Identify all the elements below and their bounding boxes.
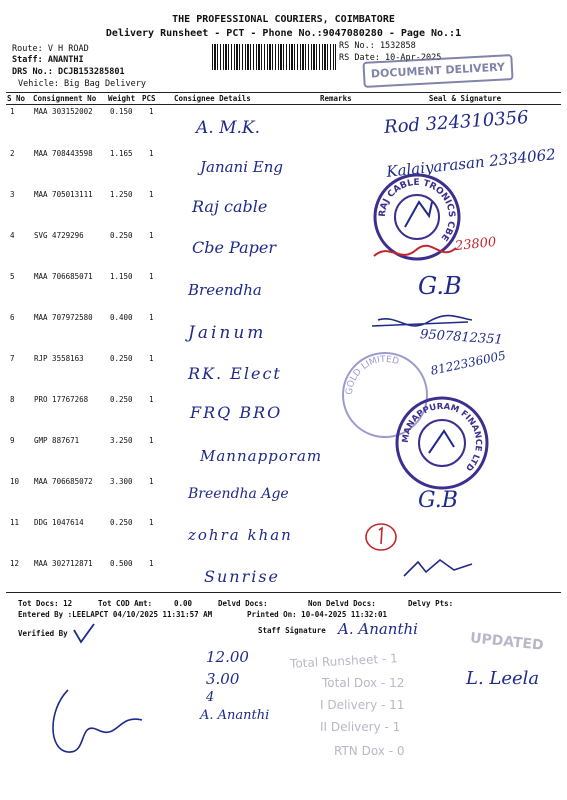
row-1-signature: Rod 324310356 — [383, 106, 530, 139]
row-11-consignee: zohra khan — [188, 526, 293, 544]
rtn-dox: RTN Dox - 0 — [334, 744, 405, 758]
row-3-wt: 1.250 — [110, 190, 133, 199]
row-4-pcs: 1 — [149, 231, 154, 240]
row-2-pcs: 1 — [149, 149, 154, 158]
row-9-consignee: Mannapporam — [200, 447, 323, 465]
row-4-cn: SVG 4729296 — [34, 231, 84, 240]
table-header — [6, 93, 561, 105]
row-9-pcs: 1 — [149, 436, 154, 445]
row-6-wt: 0.400 — [110, 313, 133, 322]
row-1-wt: 0.150 — [110, 107, 133, 116]
verified-by: Verified By — [18, 629, 68, 638]
row-12-sno: 12 — [10, 559, 20, 568]
row-8-consignee: FRQ BRO — [190, 403, 283, 422]
row-10-signature: G.B — [418, 488, 458, 513]
row-9-wt: 3.250 — [110, 436, 133, 445]
raj-seal-text: RAJ CABLE TRONICS CBE — [377, 177, 457, 243]
row-10-sno: 10 — [10, 477, 20, 486]
note-signature: A. Ananthi — [200, 708, 270, 723]
rs-number: RS No.: 1532858 — [339, 41, 416, 51]
row-11-sno: 11 — [10, 518, 20, 527]
note-time-in: 3.00 — [206, 670, 240, 688]
row-9-cn: GMP 887671 — [34, 436, 80, 445]
row-4-signature: 23800 — [454, 234, 498, 255]
staff: Staff: ANANTHI — [12, 55, 84, 65]
row-1-pcs: 1 — [149, 107, 154, 116]
row-2-sno: 2 — [10, 149, 15, 158]
col-pcs: PCS — [142, 94, 156, 103]
row-8-wt: 0.250 — [110, 395, 133, 404]
row-4-wt: 0.250 — [110, 231, 133, 240]
total-runsheet: Total Runsheet - 1 — [289, 651, 399, 671]
row-2-wt: 1.165 — [110, 149, 133, 158]
manappuram-seal — [394, 395, 490, 491]
row-5-cn: MAA 706685071 — [34, 272, 93, 281]
row-8-sno: 8 — [10, 395, 15, 404]
company-title: THE PROFESSIONAL COURIERS, COIMBATORE — [172, 14, 395, 25]
row-5-wt: 1.150 — [110, 272, 133, 281]
row-2-consignee: Janani Eng — [200, 158, 283, 176]
row-4-consignee: Cbe Paper — [192, 238, 276, 257]
row-3-sno: 3 — [10, 190, 15, 199]
circled-mark-icon — [364, 520, 398, 554]
table-bottom-rule — [6, 592, 561, 593]
row-5-signature: G.B — [418, 272, 462, 300]
row-6-consignee: Jainum — [188, 323, 267, 343]
col-consignment: Consignment No — [33, 94, 97, 103]
row-4-sno: 4 — [10, 231, 15, 240]
row-8-cn: PRO 17767268 — [34, 395, 89, 404]
row-5-sno: 5 — [10, 272, 15, 281]
vehicle: Vehicle: Big Bag Delivery — [18, 79, 146, 89]
mana-seal-text: MANAPPURAM FINANCE LTD — [400, 401, 484, 473]
row-7-consignee: RK. Elect — [188, 364, 282, 383]
printed-on: Printed On: 10-04-2025 11:32:01 — [247, 610, 387, 619]
row-1-consignee: A. M.K. — [196, 118, 260, 138]
row-8-pcs: 1 — [149, 395, 154, 404]
row-11-wt: 0.250 — [110, 518, 133, 527]
drs-number: DRS No.: DCJB153285801 — [12, 67, 125, 77]
tick-mark-icon — [72, 622, 96, 644]
row-6-pcs: 1 — [149, 313, 154, 322]
note-count: 4 — [206, 690, 215, 705]
note-time-out: 12.00 — [206, 648, 249, 666]
col-weight: Weight — [108, 94, 136, 103]
route: Route: V H ROAD — [12, 44, 89, 54]
row-5-consignee: Breendha — [188, 281, 262, 299]
staff-signature-hand: A. Ananthi — [338, 620, 418, 638]
tot-cod-label: Tot COD Amt: — [98, 599, 153, 608]
row-12-scribble — [400, 556, 480, 582]
delvd-docs: Delvd Docs: — [218, 599, 268, 608]
row-6-sno: 6 — [10, 313, 15, 322]
row-6-signature: 9507812351 — [419, 327, 504, 348]
tot-docs: Tot Docs: 12 — [18, 599, 73, 608]
row-3-cn: MAA 705013111 — [34, 190, 93, 199]
row-6-cn: MAA 707972580 — [34, 313, 93, 322]
row-1-cn: MAA 303152002 — [34, 107, 93, 116]
rs-date: RS Date: 10-Apr-2025 — [339, 53, 442, 63]
row-10-wt: 3.300 — [110, 477, 133, 486]
updated-stamp: UPDATED — [469, 630, 545, 654]
document-delivery-stamp: DOCUMENT DELIVERY — [362, 54, 513, 88]
row-11-cn: DDG 1047614 — [34, 518, 84, 527]
verifier-scribble — [38, 680, 158, 760]
i-delivery: I Delivery - 11 — [320, 698, 405, 712]
col-remarks: Remarks — [320, 94, 352, 103]
total-dox: Total Dox - 12 — [322, 676, 405, 690]
barcode — [212, 44, 336, 70]
delvy-pts: Delvy Pts: — [408, 599, 454, 608]
row-12-cn: MAA 302712871 — [34, 559, 93, 568]
row-7-cn: RJP 3558163 — [34, 354, 84, 363]
row-9-sno: 9 — [10, 436, 15, 445]
row-11-pcs: 1 — [149, 518, 154, 527]
non-delvd-docs: Non Delvd Docs: — [308, 599, 376, 608]
row-10-cn: MAA 706685072 — [34, 477, 93, 486]
row-12-wt: 0.500 — [110, 559, 133, 568]
col-sno: S No — [7, 94, 26, 103]
runsheet-subtitle: Delivery Runsheet - PCT - Phone No.:9047080280 - Page No.:1 — [105, 28, 462, 39]
row-5-pcs: 1 — [149, 272, 154, 281]
row-7-pcs: 1 — [149, 354, 154, 363]
entered-by: Entered By :LEELAPCT 04/10/2025 11:31:57 AM — [18, 610, 213, 619]
col-consignee: Consignee Details — [174, 94, 251, 103]
row-12-pcs: 1 — [149, 559, 154, 568]
staff-signature-label: Staff Signature — [258, 626, 326, 635]
row-7-sno: 7 — [10, 354, 15, 363]
gold-seal-text: GOLD LIMITED — [344, 354, 401, 396]
leela-signature: L. Leela — [466, 668, 540, 689]
row-12-consignee: Sunrise — [204, 567, 281, 586]
row-6-scribble — [368, 312, 478, 342]
row-2-signature: Kalaiyarasan 2334062 — [385, 145, 557, 181]
tot-cod-value: 0.00 — [174, 599, 193, 608]
row-3-pcs: 1 — [149, 190, 154, 199]
col-seal: Seal & Signature — [428, 94, 502, 103]
row-7-wt: 0.250 — [110, 354, 133, 363]
row-10-pcs: 1 — [149, 477, 154, 486]
ii-delivery: II Delivery - 1 — [320, 720, 401, 734]
row-1-sno: 1 — [10, 107, 15, 116]
row-10-consignee: Breendha Age — [188, 486, 289, 502]
runsheet-table — [6, 92, 561, 105]
row-7-signature: 8122336005 — [429, 348, 507, 378]
row-2-cn: MAA 708443598 — [34, 149, 93, 158]
red-signature — [370, 236, 460, 266]
row-3-consignee: Raj cable — [192, 197, 268, 216]
